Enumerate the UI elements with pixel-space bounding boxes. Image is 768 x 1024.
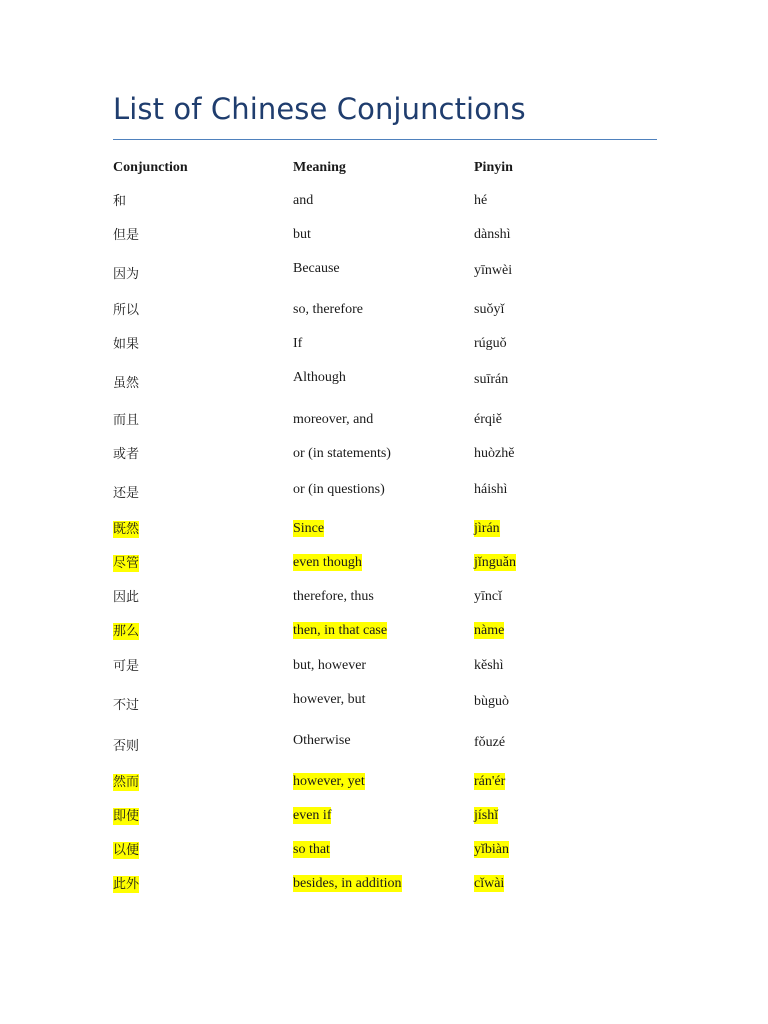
table-row — [0, 301, 768, 321]
conjunction-cell: 不过 — [113, 698, 140, 713]
pinyin-cell: kěshì — [474, 658, 504, 673]
pinyin-cell: suīrán — [474, 372, 509, 387]
meaning-cell: so, therefore — [293, 302, 363, 317]
table-row — [0, 841, 768, 861]
pinyin-cell: háishì — [474, 482, 508, 497]
page-title: List of Chinese Conjunctions — [113, 92, 526, 126]
meaning-cell: but, however — [293, 658, 367, 673]
table-row — [0, 262, 768, 282]
conjunction-cell: 否则 — [113, 739, 140, 754]
pinyin-cell: yīnwèi — [474, 263, 513, 278]
meaning-cell: moreover, and — [293, 412, 374, 427]
meaning-cell: besides, in addition — [293, 876, 402, 891]
conjunction-cell: 而且 — [113, 413, 140, 428]
meaning-cell: Otherwise — [293, 733, 351, 748]
conjunction-cell: 既然 — [113, 522, 140, 537]
table-row — [0, 657, 768, 677]
meaning-cell: Although — [293, 370, 346, 385]
conjunction-cell: 或者 — [113, 447, 140, 462]
meaning-cell: If — [293, 336, 303, 351]
table-row — [0, 773, 768, 793]
table-row — [0, 411, 768, 431]
table-row — [0, 734, 768, 754]
table-row — [0, 588, 768, 608]
header-meaning: Meaning — [293, 160, 346, 175]
conjunction-cell: 还是 — [113, 486, 140, 501]
pinyin-cell: dànshì — [474, 227, 511, 242]
pinyin-cell: yīncǐ — [474, 589, 502, 604]
pinyin-cell: bùguò — [474, 694, 509, 709]
conjunction-cell: 然而 — [113, 775, 140, 790]
pinyin-cell: cǐwài — [474, 876, 505, 891]
pinyin-cell: nàme — [474, 623, 505, 638]
meaning-cell: even if — [293, 808, 332, 823]
table-row — [0, 520, 768, 540]
table-row — [0, 875, 768, 895]
conjunction-cell: 即使 — [113, 809, 140, 824]
table-row — [0, 371, 768, 391]
meaning-cell: therefore, thus — [293, 589, 374, 604]
meaning-cell: so that — [293, 842, 330, 857]
meaning-cell: Since — [293, 521, 325, 536]
pinyin-cell: jìrán — [474, 521, 500, 536]
pinyin-cell: jǐnguǎn — [474, 555, 516, 570]
conjunction-cell: 因此 — [113, 590, 140, 605]
table-row — [0, 226, 768, 246]
conjunction-cell: 那么 — [113, 624, 140, 639]
conjunction-cell: 尽管 — [113, 556, 140, 571]
table-row — [0, 807, 768, 827]
pinyin-cell: yǐbiàn — [474, 842, 509, 857]
pinyin-cell: suǒyǐ — [474, 302, 505, 317]
meaning-cell: or (in questions) — [293, 482, 385, 497]
pinyin-cell: jíshǐ — [474, 808, 499, 823]
conjunction-cell: 和 — [113, 194, 127, 209]
meaning-cell: Because — [293, 261, 340, 276]
conjunction-cell: 以便 — [113, 843, 140, 858]
title-divider — [113, 139, 657, 140]
meaning-cell: or (in statements) — [293, 446, 391, 461]
table-row — [0, 554, 768, 574]
table-row — [0, 481, 768, 501]
pinyin-cell: érqiě — [474, 412, 502, 427]
meaning-cell: however, but — [293, 692, 366, 707]
table-row — [0, 445, 768, 465]
header-pinyin: Pinyin — [474, 160, 513, 175]
conjunction-cell: 此外 — [113, 877, 140, 892]
meaning-cell: and — [293, 193, 314, 208]
meaning-cell: but — [293, 227, 311, 242]
meaning-cell: however, yet — [293, 774, 365, 789]
meaning-cell: then, in that case — [293, 623, 388, 638]
conjunction-cell: 所以 — [113, 303, 140, 318]
conjunction-cell: 但是 — [113, 228, 140, 243]
conjunction-cell: 虽然 — [113, 376, 140, 391]
pinyin-cell: fǒuzé — [474, 735, 506, 750]
table-row — [0, 693, 768, 713]
meaning-cell: even though — [293, 555, 362, 570]
pinyin-cell: rúguǒ — [474, 336, 507, 351]
pinyin-cell: huòzhě — [474, 446, 515, 461]
table-row — [0, 622, 768, 642]
header-conjunction: Conjunction — [113, 160, 188, 175]
pinyin-cell: rán'ér — [474, 774, 506, 789]
conjunction-cell: 可是 — [113, 659, 140, 674]
pinyin-cell: hé — [474, 193, 488, 208]
table-row — [0, 192, 768, 212]
conjunction-cell: 如果 — [113, 337, 140, 352]
table-row — [0, 335, 768, 355]
conjunction-cell: 因为 — [113, 267, 140, 282]
